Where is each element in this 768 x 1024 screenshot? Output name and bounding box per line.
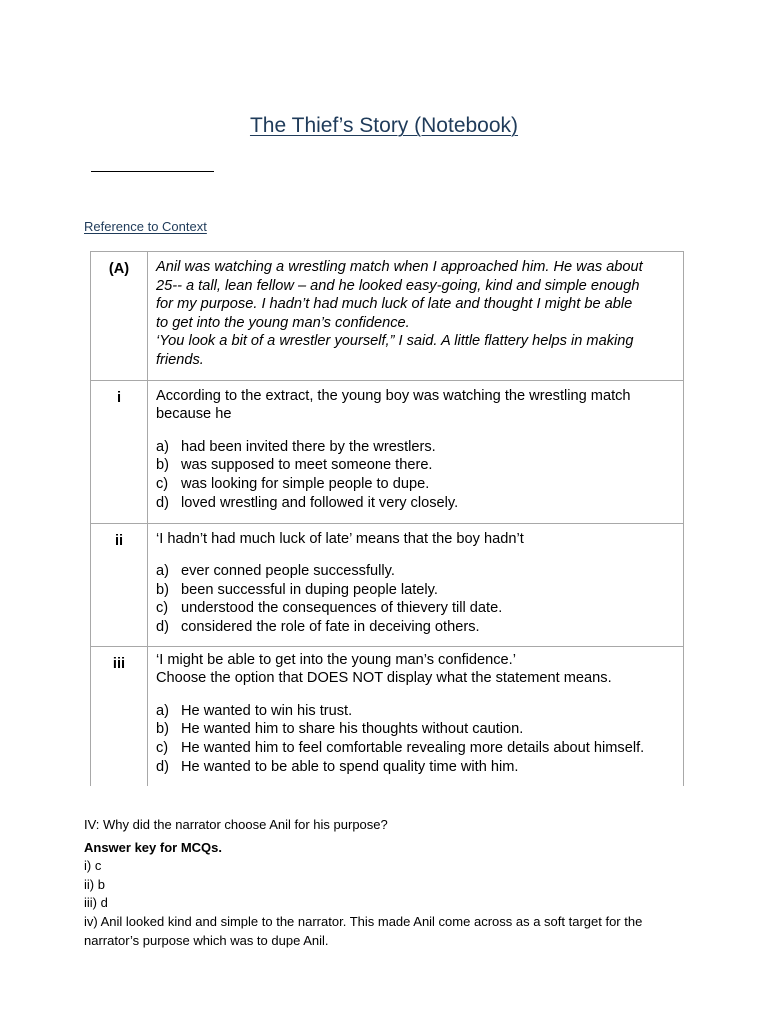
option-item: c) understood the consequences of thievery till date. <box>156 600 503 617</box>
question-stem: According to the extract, the young boy was watching the wrestling match <box>156 387 631 404</box>
passage-line: ‘You look a bit of a wrestler yourself,” I said. A little flattery helps in making <box>156 333 634 350</box>
answer-item: ii) b <box>84 876 105 892</box>
option-item: c) He wanted him to feel comfortable revealing more details about himself. <box>156 739 645 756</box>
option-item: a) ever conned people successfully. <box>156 563 395 580</box>
option-item: a) He wanted to win his trust. <box>156 702 353 719</box>
question-stem: ‘I might be able to get into the young man’s confidence.’ <box>156 651 516 668</box>
question-label: iii <box>91 646 148 786</box>
passage-row <box>91 252 684 381</box>
passage-line: to get into the young man’s confidence. <box>156 314 410 331</box>
option-item: b) He wanted him to share his thoughts without caution. <box>156 721 524 738</box>
answer-iv-line: narrator’s purpose which was to dupe Anil. <box>84 932 329 948</box>
option-item: a) had been invited there by the wrestlers. <box>156 438 436 455</box>
question-table <box>90 251 684 786</box>
reference-heading: Reference to Context <box>84 219 207 234</box>
option-item: d) considered the role of fate in deceiving others. <box>156 618 480 635</box>
passage-line: Anil was watching a wrestling match when I approached him. He was about <box>156 259 643 275</box>
option-item: b) was supposed to meet someone there. <box>156 457 433 474</box>
option-item: b) been successful in duping people lately. <box>156 581 438 598</box>
question-row <box>91 646 684 786</box>
question-row <box>91 380 684 523</box>
passage-line: friends. <box>156 351 204 368</box>
answer-iv-line: iv) Anil looked kind and simple to the narrator. This made Anil come across as a soft target for the <box>84 913 643 929</box>
option-item: d) He wanted to be able to spend quality time with him. <box>156 758 519 775</box>
question-iv: IV: Why did the narrator choose Anil for his purpose? <box>84 817 388 832</box>
answer-item: iii) d <box>84 895 108 911</box>
option-item: c) was looking for simple people to dupe. <box>156 475 430 492</box>
question-body <box>148 380 684 523</box>
question-label: ii <box>91 523 148 646</box>
question-stem: ‘I hadn’t had much luck of late’ means that the boy hadn’t <box>156 530 524 547</box>
passage-line: for my purpose. I hadn’t had much luck of late and thought I might be able <box>156 296 633 313</box>
page-title: The Thief’s Story (Notebook) <box>249 114 519 137</box>
question-body <box>148 523 684 646</box>
divider-line <box>91 171 214 172</box>
passage-line: 25-- a tall, lean fellow – and he looked easy-going, kind and simple enough <box>156 277 640 294</box>
passage-text <box>148 252 684 381</box>
question-label: i <box>91 380 148 523</box>
answer-key-heading: Answer key for MCQs. <box>84 839 222 855</box>
question-row <box>91 523 684 646</box>
question-stem: Choose the option that DOES NOT display what the statement means. <box>156 670 612 687</box>
question-stem: because he <box>156 406 232 423</box>
question-body <box>148 646 684 786</box>
option-item: d) loved wrestling and followed it very closely. <box>156 494 459 511</box>
passage-label: (A) <box>91 252 148 381</box>
answer-item: i) c <box>84 858 102 874</box>
answer-section <box>84 816 642 950</box>
